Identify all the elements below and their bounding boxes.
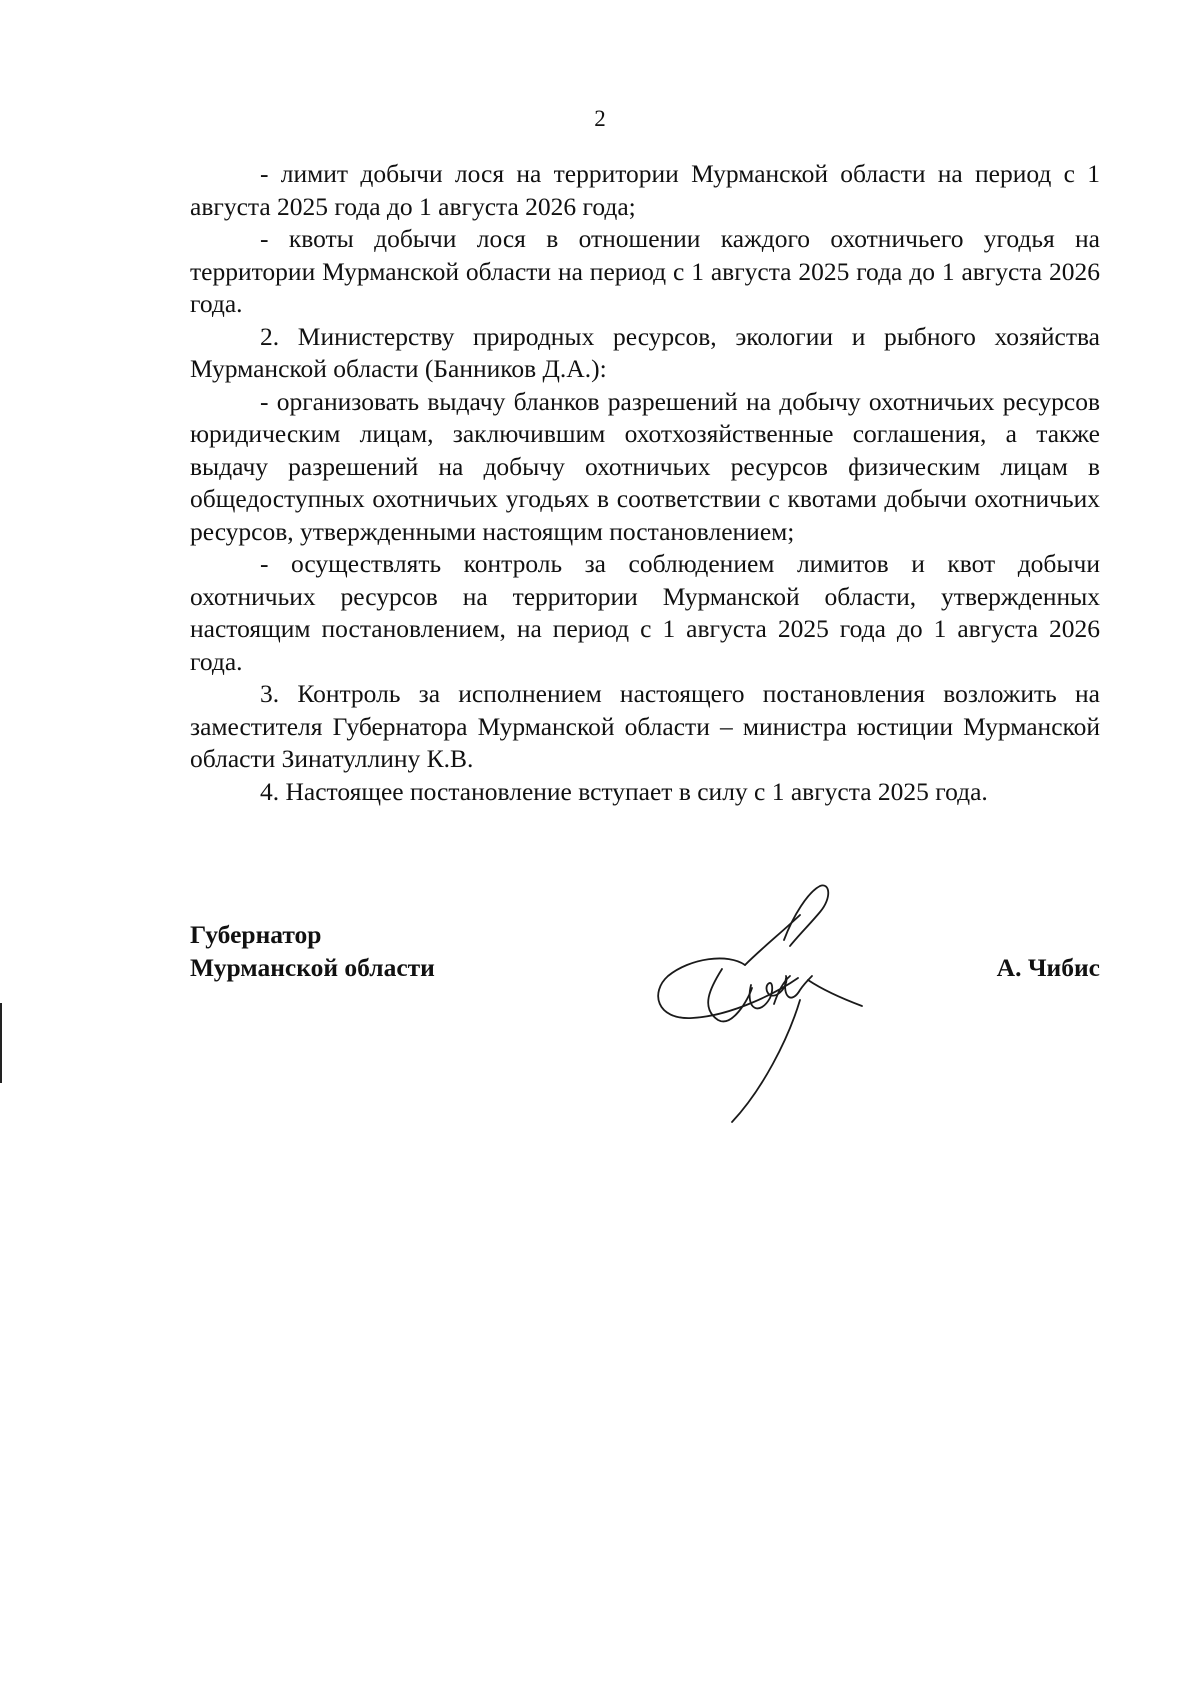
paragraph-ministry: 2. Министерству природных ресурсов, экологии и рыбного хозяйства Мурманской области (Банников Д.А.): — [190, 321, 1100, 383]
paragraph-issue-permits: - организовать выдачу бланков разрешений на добычу охотничьих ресурсов юридическим лицам, заключившим охотхозяйственные соглашения, а также выдачу разрешений на добычу охотничьих ресурсов физическим лицам в общедоступных охотничьих угодьях в соответствии с квотами добычи охотничьих ресурсов, утвержденными настоящим постановлением; — [190, 386, 1100, 546]
signatory-title-line2: Мурманской области — [190, 953, 435, 982]
paragraph-effective-date: 4. Настоящее постановление вступает в силу с 1 августа 2025 года. — [260, 776, 988, 806]
signatory-title-line1: Губернатор — [190, 920, 322, 949]
paragraph-quotas-moose: - квоты добычи лося в отношении каждого охотничьего угодья на территории Мурманской области на период с 1 августа 2025 года до 1 августа 2026 года. — [190, 224, 1100, 318]
scan-edge-mark — [0, 1003, 2, 1083]
handwritten-signature — [650, 870, 890, 1130]
paragraph-control-limits: - осуществлять контроль за соблюдением лимитов и квот добычи охотничьих ресурсов на территории Мурманской области, утвержденных настоящим постановлением, на период с 1 августа 2025 года до 1 августа 2026 года. — [190, 549, 1100, 676]
signature-block — [190, 918, 1100, 1118]
paragraph-limit-moose: - лимит добычи лося на территории Мурманской области на период с 1 августа 2025 года до 1 августа 2026 года; — [190, 159, 1100, 221]
document-body — [190, 158, 1100, 808]
signatory-title — [190, 918, 435, 984]
signatory-name: А. Чибис — [996, 953, 1100, 982]
page-number: 2 — [594, 106, 606, 131]
paragraph-execution-control: 3. Контроль за исполнением настоящего постановления возложить на заместителя Губернатора Мурманской области – министра юстиции Мурманской области Зинатуллину К.В. — [190, 679, 1100, 773]
